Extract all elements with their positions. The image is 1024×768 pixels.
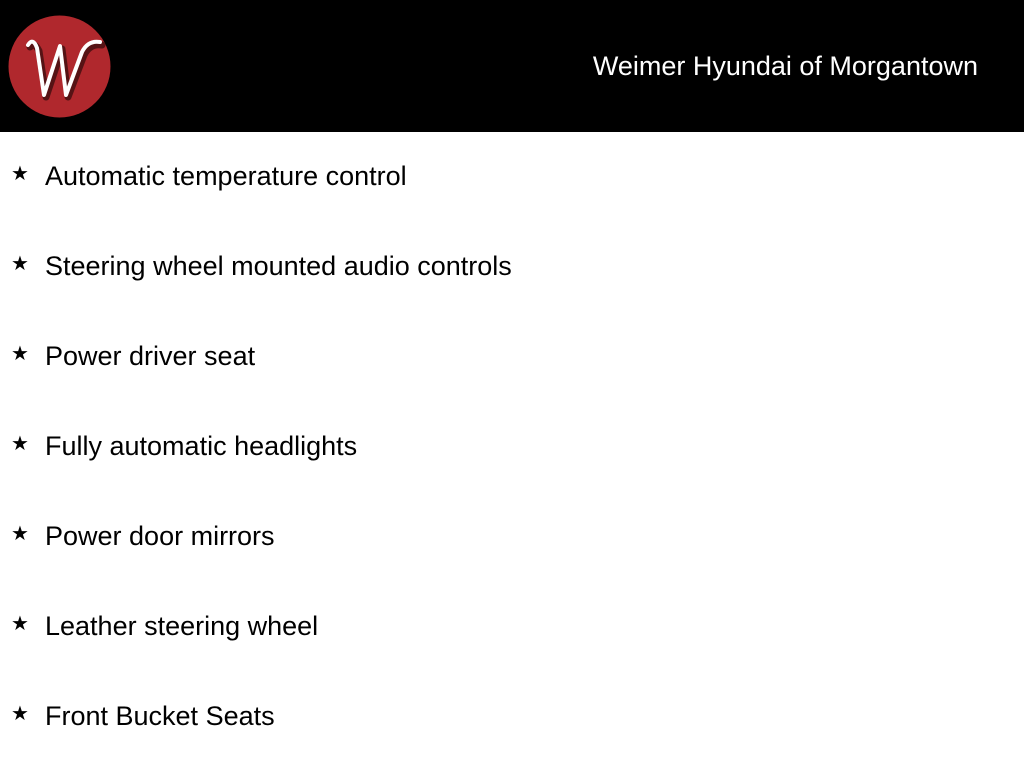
feature-item: [0, 339, 1024, 375]
dealer-name: Weimer Hyundai of Morgantown: [592, 51, 978, 81]
star-icon: ★: [11, 343, 29, 365]
feature-label: Fully automatic headlights: [45, 431, 358, 461]
feature-label: Power driver seat: [45, 341, 256, 371]
star-icon: ★: [11, 523, 29, 545]
feature-item: [0, 609, 1024, 645]
star-icon: ★: [11, 703, 29, 725]
feature-item: [0, 699, 1024, 735]
star-icon: ★: [11, 433, 29, 455]
feature-item: [0, 519, 1024, 555]
feature-label: Leather steering wheel: [45, 611, 319, 641]
feature-label: Front Bucket Seats: [45, 701, 275, 731]
feature-label: Automatic temperature control: [45, 161, 407, 191]
weimer-logo-icon: [8, 15, 111, 118]
feature-item: [0, 159, 1024, 195]
feature-item: [0, 429, 1024, 465]
star-icon: ★: [11, 253, 29, 275]
feature-label: Steering wheel mounted audio controls: [45, 251, 512, 281]
star-icon: ★: [11, 613, 29, 635]
star-icon: ★: [11, 163, 29, 185]
feature-label: Power door mirrors: [45, 521, 275, 551]
feature-item: [0, 249, 1024, 285]
header-bar: [0, 0, 1024, 132]
